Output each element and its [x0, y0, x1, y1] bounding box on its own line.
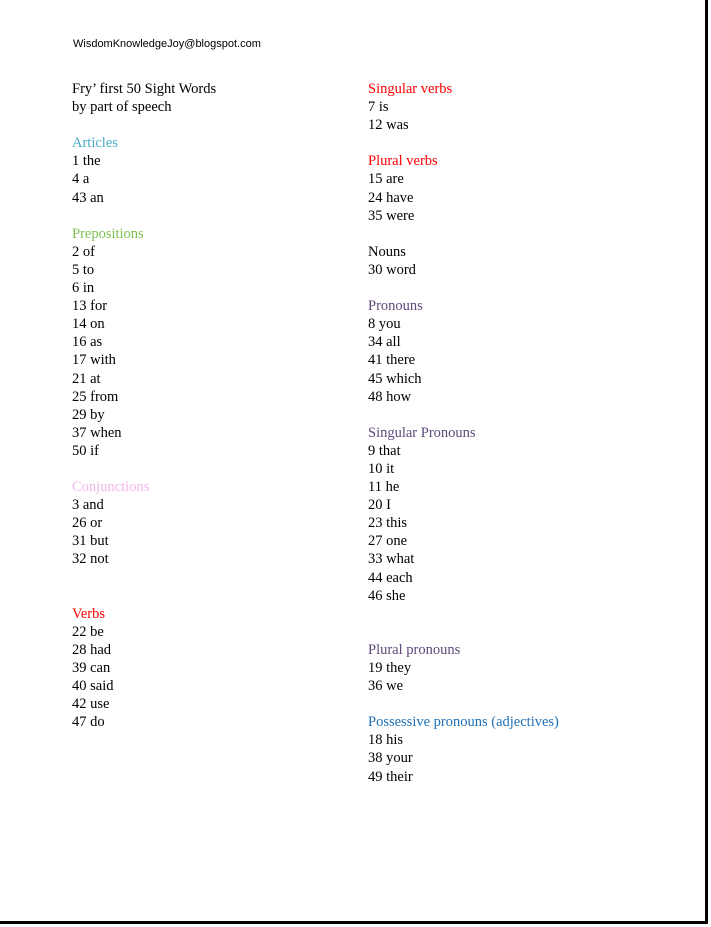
- word-item: 39 can: [72, 660, 111, 676]
- word-item: 8 you: [368, 316, 401, 333]
- word-item: 9 that: [368, 442, 401, 459]
- word-item: 29 by: [72, 406, 105, 423]
- section-singular-verbs: [368, 80, 688, 134]
- word-item: 28 had: [72, 641, 112, 658]
- heading-pronouns: Pronouns: [368, 298, 423, 315]
- word-item: 40 said: [72, 678, 114, 695]
- word-item: 33 what: [368, 551, 415, 568]
- word-item: 14 on: [72, 316, 105, 333]
- heading-singular-verbs: Singular verbs: [368, 81, 453, 97]
- section-nouns: [368, 243, 688, 279]
- word-item: 42 use: [72, 696, 110, 713]
- heading-plural-pronouns: Plural pronouns: [368, 641, 461, 658]
- section-plural-verbs: [368, 152, 688, 224]
- heading-articles: Articles: [72, 135, 118, 152]
- title-line-1: Fry’ first 50 Sight Words: [72, 81, 217, 97]
- word-item: 31 but: [72, 533, 109, 550]
- word-item: 41 there: [368, 352, 416, 369]
- word-item: 49 their: [368, 768, 413, 785]
- word-item: 25 from: [72, 388, 119, 405]
- heading-conjunctions: Conjunctions: [72, 479, 150, 496]
- word-item: 45 which: [368, 370, 422, 387]
- word-item: 32 not: [72, 551, 109, 568]
- heading-possessive-pronouns: Possessive pronouns (adjectives): [368, 714, 559, 731]
- word-item: 43 an: [72, 189, 104, 206]
- left-column: [72, 80, 342, 731]
- word-item: 7 is: [368, 99, 389, 116]
- word-item: 38 your: [368, 750, 413, 767]
- section-articles: [72, 134, 342, 206]
- word-item: 10 it: [368, 460, 395, 477]
- section-verbs: [72, 605, 342, 732]
- word-item: 30 word: [368, 261, 416, 278]
- word-item: 4 a: [72, 171, 90, 188]
- word-item: 27 one: [368, 533, 408, 550]
- word-item: 21 at: [72, 370, 101, 387]
- word-item: 16 as: [72, 334, 103, 351]
- word-item: 12 was: [368, 117, 409, 134]
- word-item: 13 for: [72, 298, 108, 315]
- word-item: 19 they: [368, 660, 412, 676]
- word-item: 34 all: [368, 334, 401, 351]
- word-item: 5 to: [72, 261, 95, 278]
- heading-verbs: Verbs: [72, 605, 106, 622]
- word-item: 15 are: [368, 171, 404, 188]
- heading-singular-pronouns: Singular Pronouns: [368, 424, 476, 441]
- word-item: 35 were: [368, 207, 415, 224]
- heading-prepositions: Prepositions: [72, 225, 144, 242]
- word-item: 6 in: [72, 280, 95, 297]
- section-singular-pronouns: [368, 424, 688, 605]
- word-item: 2 of: [72, 243, 95, 260]
- word-item: 17 with: [72, 352, 116, 369]
- section-prepositions: [72, 225, 342, 460]
- section-possessive-pronouns: [368, 713, 688, 785]
- word-item: 1 the: [72, 153, 101, 170]
- word-item: 46 she: [368, 587, 406, 604]
- heading-plural-verbs: Plural verbs: [368, 153, 438, 170]
- word-item: 50 if: [72, 442, 99, 459]
- word-item: 47 do: [72, 714, 105, 731]
- word-item: 26 or: [72, 515, 103, 532]
- word-item: 20 I: [368, 497, 391, 514]
- word-item: 18 his: [368, 732, 404, 749]
- word-item: 22 be: [72, 623, 104, 640]
- word-item: 3 and: [72, 497, 104, 514]
- word-item: 48 how: [368, 388, 412, 405]
- heading-nouns: Nouns: [368, 243, 406, 260]
- section-plural-pronouns: [368, 641, 688, 695]
- section-conjunctions: [72, 478, 342, 568]
- word-item: 11 he: [368, 479, 400, 496]
- word-item: 23 this: [368, 515, 408, 532]
- word-item: 24 have: [368, 189, 414, 206]
- word-item: 44 each: [368, 569, 413, 586]
- section-pronouns: [368, 297, 688, 406]
- blog-email-header: WisdomKnowledgeJoy@blogspot.com: [73, 38, 261, 50]
- word-item: 36 we: [368, 678, 404, 695]
- right-column: [368, 80, 688, 786]
- title-line-2: by part of speech: [72, 99, 172, 116]
- word-item: 37 when: [72, 424, 122, 441]
